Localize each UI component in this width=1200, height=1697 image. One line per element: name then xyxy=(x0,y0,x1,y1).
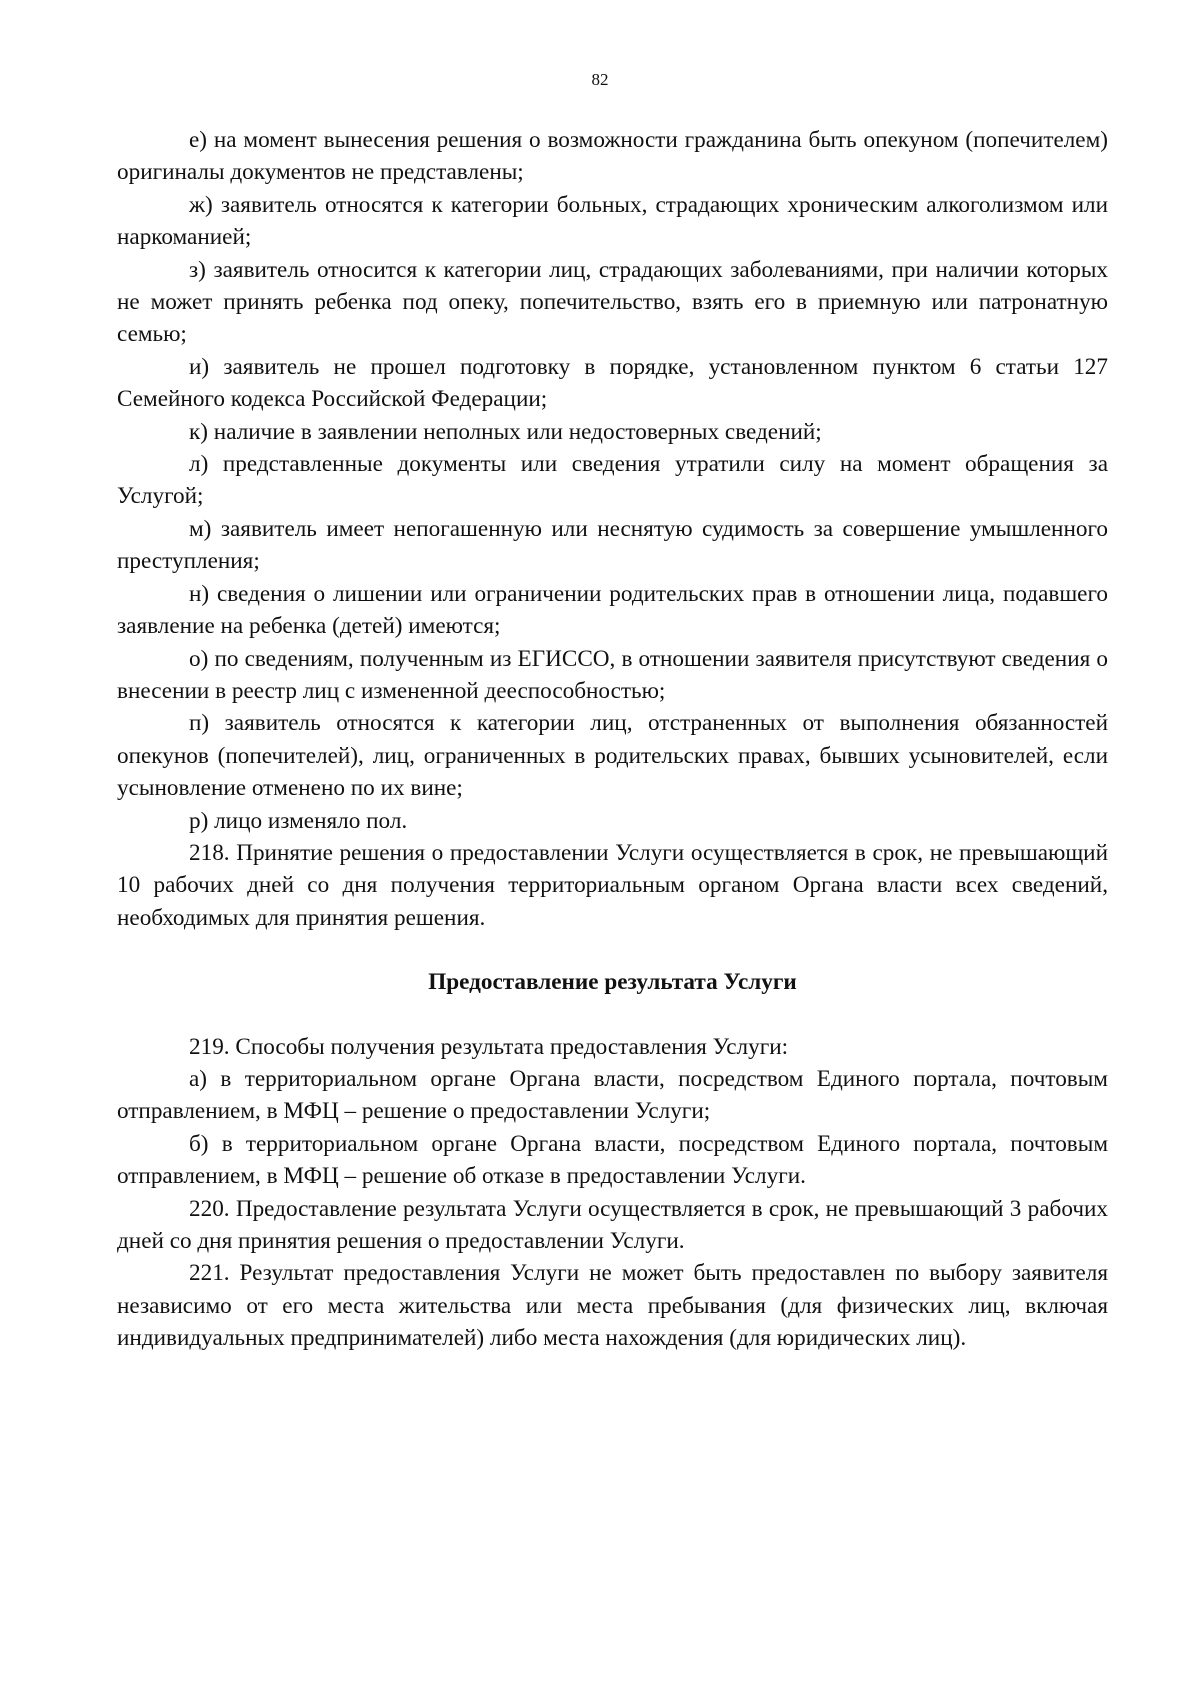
page-number: 82 xyxy=(591,70,609,89)
paragraph-220: 220. Предоставление результата Услуги осуществляется в срок, не превышающий 3 рабочих дней со дня принятия решения о предоставлении Услуги. xyxy=(117,1195,1108,1254)
paragraph-218: 218. Принятие решения о предоставлении Услуги осуществляется в срок, не превышающий 10 рабочих дней со дня получения территориальным органом Органа власти всех сведений, необходимых для принятия решения. xyxy=(117,839,1108,931)
paragraph-221: 221. Результат предоставления Услуги не может быть предоставлен по выбору заявителя независимо от его места жительства или места пребывания (для физических лиц, включая индивидуальных предпринимателей) либо места нахождения (для юридических лиц). xyxy=(117,1260,1108,1352)
paragraph-219-b: б) в территориальном органе Органа власти, посредством Единого портала, почтовым отправлением, в МФЦ – решение об отказе в предоставлении Услуги. xyxy=(117,1130,1108,1190)
paragraph-z: з) заявитель относится к категории лиц, страдающих заболеваниями, при наличии которых не может принять ребенка под опеку, попечительство, взять его в приемную или патронатную семью; xyxy=(117,256,1108,348)
paragraph-p: п) заявитель относятся к категории лиц, отстраненных от выполнения обязанностей опекунов (попечителей), лиц, ограниченных в родительских правах, бывших усыновителей, если усыновление отменено по их вине; xyxy=(117,710,1108,802)
paragraph-219: 219. Способы получения результата предоставления Услуги: xyxy=(189,1033,789,1060)
paragraph-l: л) представленные документы или сведения утратили силу на момент обращения за Услугой; xyxy=(117,451,1108,510)
section-heading: Предоставление результата Услуги xyxy=(428,969,797,996)
paragraph-219-a: а) в территориальном органе Органа власти, посредством Единого портала, почтовым отправлением, в МФЦ – решение о предоставлении Услуги; xyxy=(117,1065,1108,1125)
spacer xyxy=(117,934,1108,966)
paragraph-i: и) заявитель не прошел подготовку в порядке, установленном пунктом 6 статьи 127 Семейного кодекса Российской Федерации; xyxy=(117,353,1108,413)
paragraph-m: м) заявитель имеет непогашенную или неснятую судимость за совершение умышленного преступления; xyxy=(117,515,1108,575)
document-body xyxy=(117,124,1108,1355)
paragraph-e: е) на момент вынесения решения о возможности гражданина быть опекуном (попечителем) оригиналы документов не представлены; xyxy=(117,127,1108,186)
paragraph-zh: ж) заявитель относятся к категории больных, страдающих хроническим алкоголизмом или наркоманией; xyxy=(117,191,1108,251)
paragraph-n: н) сведения о лишении или ограничении родительских прав в отношении лица, подавшего заявление на ребенка (детей) имеются; xyxy=(117,580,1108,640)
spacer xyxy=(117,999,1108,1031)
paragraph-o: о) по сведениям, полученным из ЕГИССО, в отношении заявителя присутствуют сведения о внесении в реестр лиц с измененной дееспособностью; xyxy=(117,645,1108,704)
paragraph-k: к) наличие в заявлении неполных или недостоверных сведений; xyxy=(189,418,822,445)
paragraph-r: р) лицо изменяло пол. xyxy=(189,807,408,834)
